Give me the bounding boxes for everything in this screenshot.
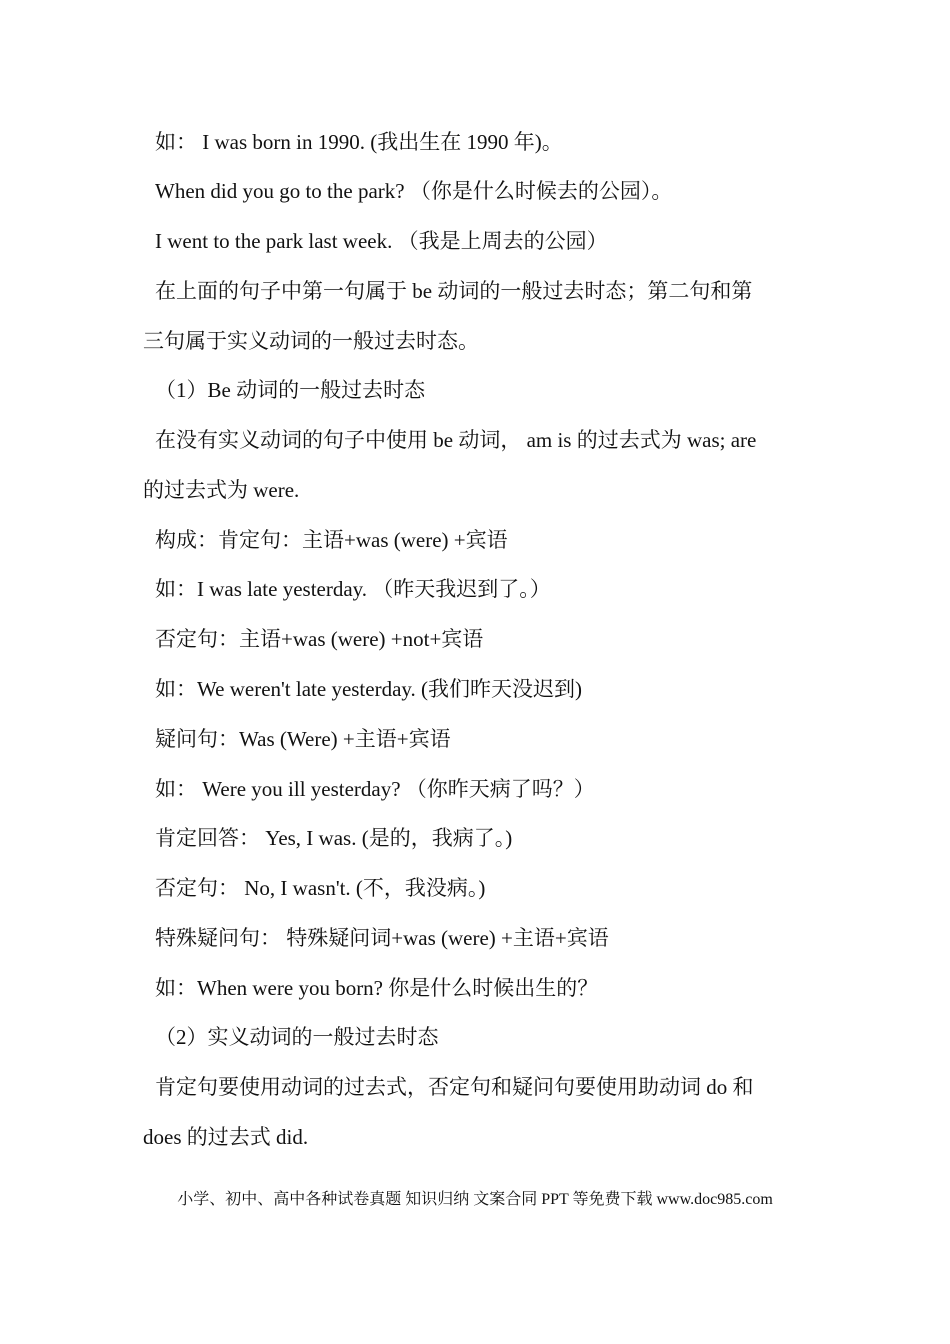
text-line: 肯定句要使用动词的过去式，否定句和疑问句要使用助动词 do 和 <box>155 1075 754 1099</box>
text-line: 否定句：主语+was (were) +not+宾语 <box>155 627 484 651</box>
section-heading: （2）实义动词的一般过去时态 <box>155 1025 439 1049</box>
text-line: 如：We weren't late yesterday. (我们昨天没迟到) <box>155 677 583 701</box>
text-line: 在上面的句子中第一句属于 be 动词的一般过去时态；第二句和第 <box>155 279 753 303</box>
text-line: I went to the park last week. （我是上周去的公园） <box>155 229 608 253</box>
text-line: 如：I was late yesterday. （昨天我迟到了。） <box>155 577 551 601</box>
text-line: 否定句： No, I wasn't. (不，我没病。) <box>155 876 486 900</box>
text-line: does 的过去式 did. <box>143 1125 309 1149</box>
text-line: 在没有实义动词的句子中使用 be 动词， am is 的过去式为 was; are <box>155 428 757 452</box>
text-line: 的过去式为 were. <box>143 478 300 502</box>
text-line: 如： I was born in 1990. (我出生在 1990 年)。 <box>155 130 563 154</box>
text-line: 三句属于实义动词的一般过去时态。 <box>143 329 479 353</box>
text-line: 如：When were you born? 你是什么时候出生的？ <box>155 976 599 1000</box>
text-line: When did you go to the park? （你是什么时候去的公园）。 <box>155 179 673 203</box>
text-line: 肯定回答： Yes, I was. (是的，我病了。) <box>155 826 513 850</box>
text-line: 如： Were you ill yesterday? （你昨天病了吗？） <box>155 777 595 801</box>
text-line: 疑问句：Was (Were) +主语+宾语 <box>155 727 451 751</box>
page-footer: 小学、初中、高中各种试卷真题 知识归纳 文案合同 PPT 等免费下载 www.doc985.com <box>177 1191 773 1208</box>
section-heading: （1）Be 动词的一般过去时态 <box>155 378 426 402</box>
text-line: 构成：肯定句：主语+was (were) +宾语 <box>155 528 508 552</box>
text-line: 特殊疑问句： 特殊疑问词+was (were) +主语+宾语 <box>155 926 609 950</box>
